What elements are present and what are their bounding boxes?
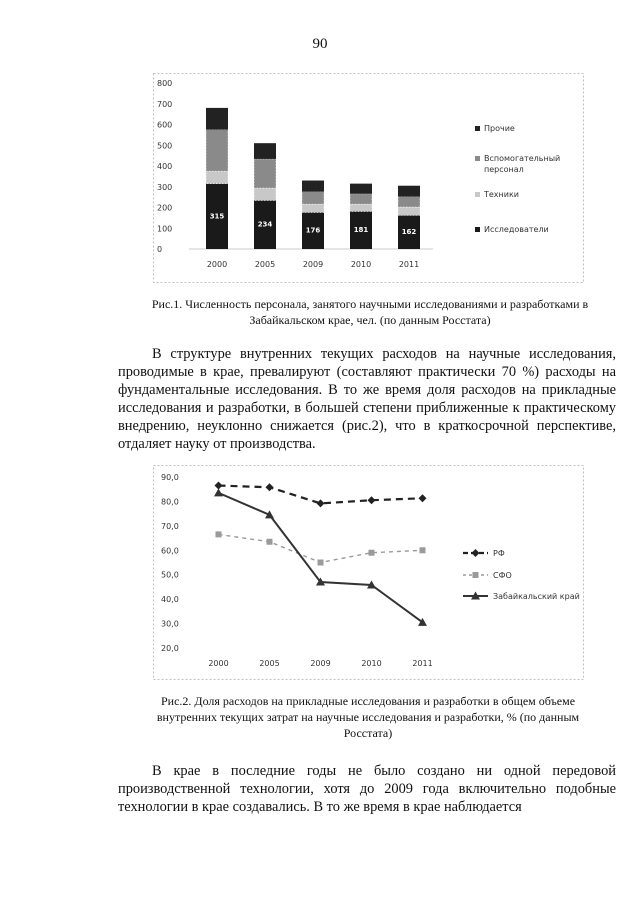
y-tick-label: 500 [157, 141, 173, 151]
legend-swatch-исследователи [475, 227, 480, 232]
x-tick-label: 2000 [208, 659, 229, 668]
figure-2-caption-line3: Росстата) [343, 726, 393, 740]
figure-2-caption-line1: Рис.2. Доля расходов на прикладные исследования и разработки в общем объеме [160, 694, 576, 708]
legend-swatch-вспомогательный-персонал [475, 156, 480, 161]
legend-label-исследователи: Исследователи [484, 225, 549, 234]
y-tick-label: 30,0 [161, 619, 179, 629]
applied-research-line-chart [153, 465, 584, 680]
point-сфо-2011 [420, 547, 426, 553]
legend-marker-рф [472, 549, 480, 557]
x-tick-label: 2011 [412, 659, 433, 668]
figure-2-caption-line2: внутренних текущих затрат на научные исследования и разработки, % (по данным [156, 710, 580, 724]
bar-прочие-2010 [350, 184, 372, 194]
x-tick-label: 2010 [361, 659, 382, 668]
series-line-сфо [219, 534, 423, 562]
figure-1-caption-line1: Рис.1. Численность персонала, занятого научными исследованиями и разработками в [151, 297, 589, 311]
bar-вспомогательный-персонал-2010 [350, 194, 372, 204]
point-рф-2005 [266, 483, 274, 491]
y-tick-label: 0 [157, 245, 163, 254]
bar-техники-2010 [350, 204, 372, 211]
x-tick-label: 2005 [254, 260, 276, 269]
bar-вспомогательный-персонал-2005 [254, 159, 276, 188]
x-tick-label: 2011 [398, 260, 420, 269]
bar-прочие-2011 [398, 186, 420, 197]
figure-1-caption [130, 296, 610, 328]
y-tick-label: 20,0 [161, 644, 179, 653]
y-tick-label: 70,0 [161, 521, 179, 531]
point-сфо-2005 [267, 539, 273, 545]
point-рф-2010 [368, 496, 376, 504]
point-рф-2009 [317, 499, 325, 507]
y-tick-label: 100 [157, 224, 173, 234]
legend-label-сфо: СФО [493, 571, 512, 580]
legend-marker-сфо [473, 572, 479, 578]
bar-прочие-2009 [302, 181, 324, 192]
x-tick-label: 2009 [310, 659, 331, 668]
personnel-bar-chart [153, 73, 584, 283]
bar-вспомогательный-персонал-2000 [206, 130, 228, 172]
legend-label-техники: Техники [484, 190, 520, 199]
x-tick-label: 2005 [259, 659, 280, 668]
figure-1-caption-line2: Забайкальском крае, чел. (по данным Росстата) [249, 313, 491, 327]
bar-data-label: 176 [305, 226, 321, 235]
y-tick-label: 600 [157, 120, 173, 130]
y-tick-label: 200 [157, 203, 173, 213]
page-number: 90 [312, 36, 328, 52]
y-tick-label: 80,0 [161, 497, 179, 507]
bar-техники-2011 [398, 207, 420, 215]
paragraph-2: В крае в последние годы не было создано ни одной передовой производственной технологии, хотя до 2009 года включительно подобные технологии в крае создавались. В то же время в крае наблюдается [118, 763, 616, 815]
bar-прочие-2005 [254, 143, 276, 159]
bar-data-label: 162 [401, 228, 417, 237]
legend-label-прочие: Прочие [484, 124, 515, 133]
point-рф-2000 [215, 482, 223, 490]
point-сфо-2009 [318, 560, 324, 566]
y-tick-label: 700 [157, 99, 173, 109]
legend-label-рф: РФ [493, 549, 505, 558]
figure-2-caption [128, 693, 608, 741]
bar-data-label: 181 [353, 226, 369, 235]
bar-вспомогательный-персонал-2011 [398, 197, 420, 207]
bar-data-label: 315 [209, 212, 225, 221]
y-tick-label: 800 [157, 79, 173, 88]
series-line-забайкальский-край [219, 493, 423, 622]
y-tick-label: 90,0 [161, 473, 179, 482]
y-tick-label: 400 [157, 162, 173, 171]
legend-swatch-техники [475, 192, 480, 197]
x-tick-label: 2000 [206, 260, 228, 269]
x-tick-label: 2010 [350, 260, 372, 269]
point-сфо-2010 [369, 550, 375, 556]
y-tick-label: 50,0 [161, 570, 179, 580]
x-tick-label: 2009 [302, 260, 324, 269]
bar-техники-2000 [206, 171, 228, 183]
paragraph-1: В структуре внутренних текущих расходов на научные исследования, проводимые в крае, превалируют (составляют практически 70 %) расходы на фундаментальные исследования. В то же время доля расходов на прикладные исследования и разработки, в большей степени приближенные к практическому внедрению, неуклонно снижается (рис.2), что в краткосрочной перспективе, отдаляет науку от производства. [118, 346, 616, 452]
bar-вспомогательный-персонал-2009 [302, 192, 324, 204]
y-tick-label: 300 [157, 182, 173, 192]
y-tick-label: 60,0 [161, 546, 179, 556]
chart2-frame [154, 466, 584, 680]
bar-прочие-2000 [206, 108, 228, 130]
legend-swatch-прочие [475, 126, 480, 131]
legend-label-вспомогательный-персонал: Вспомогательный персонал [484, 154, 561, 174]
point-сфо-2000 [216, 531, 222, 537]
point-забайкальский-край-2000 [214, 488, 223, 496]
bar-data-label: 234 [257, 220, 273, 229]
bar-техники-2009 [302, 204, 324, 212]
bar-техники-2005 [254, 188, 276, 200]
point-рф-2011 [419, 494, 427, 502]
legend-label-забайкальский-край: Забайкальский край [493, 592, 580, 601]
y-tick-label: 40,0 [161, 595, 179, 605]
